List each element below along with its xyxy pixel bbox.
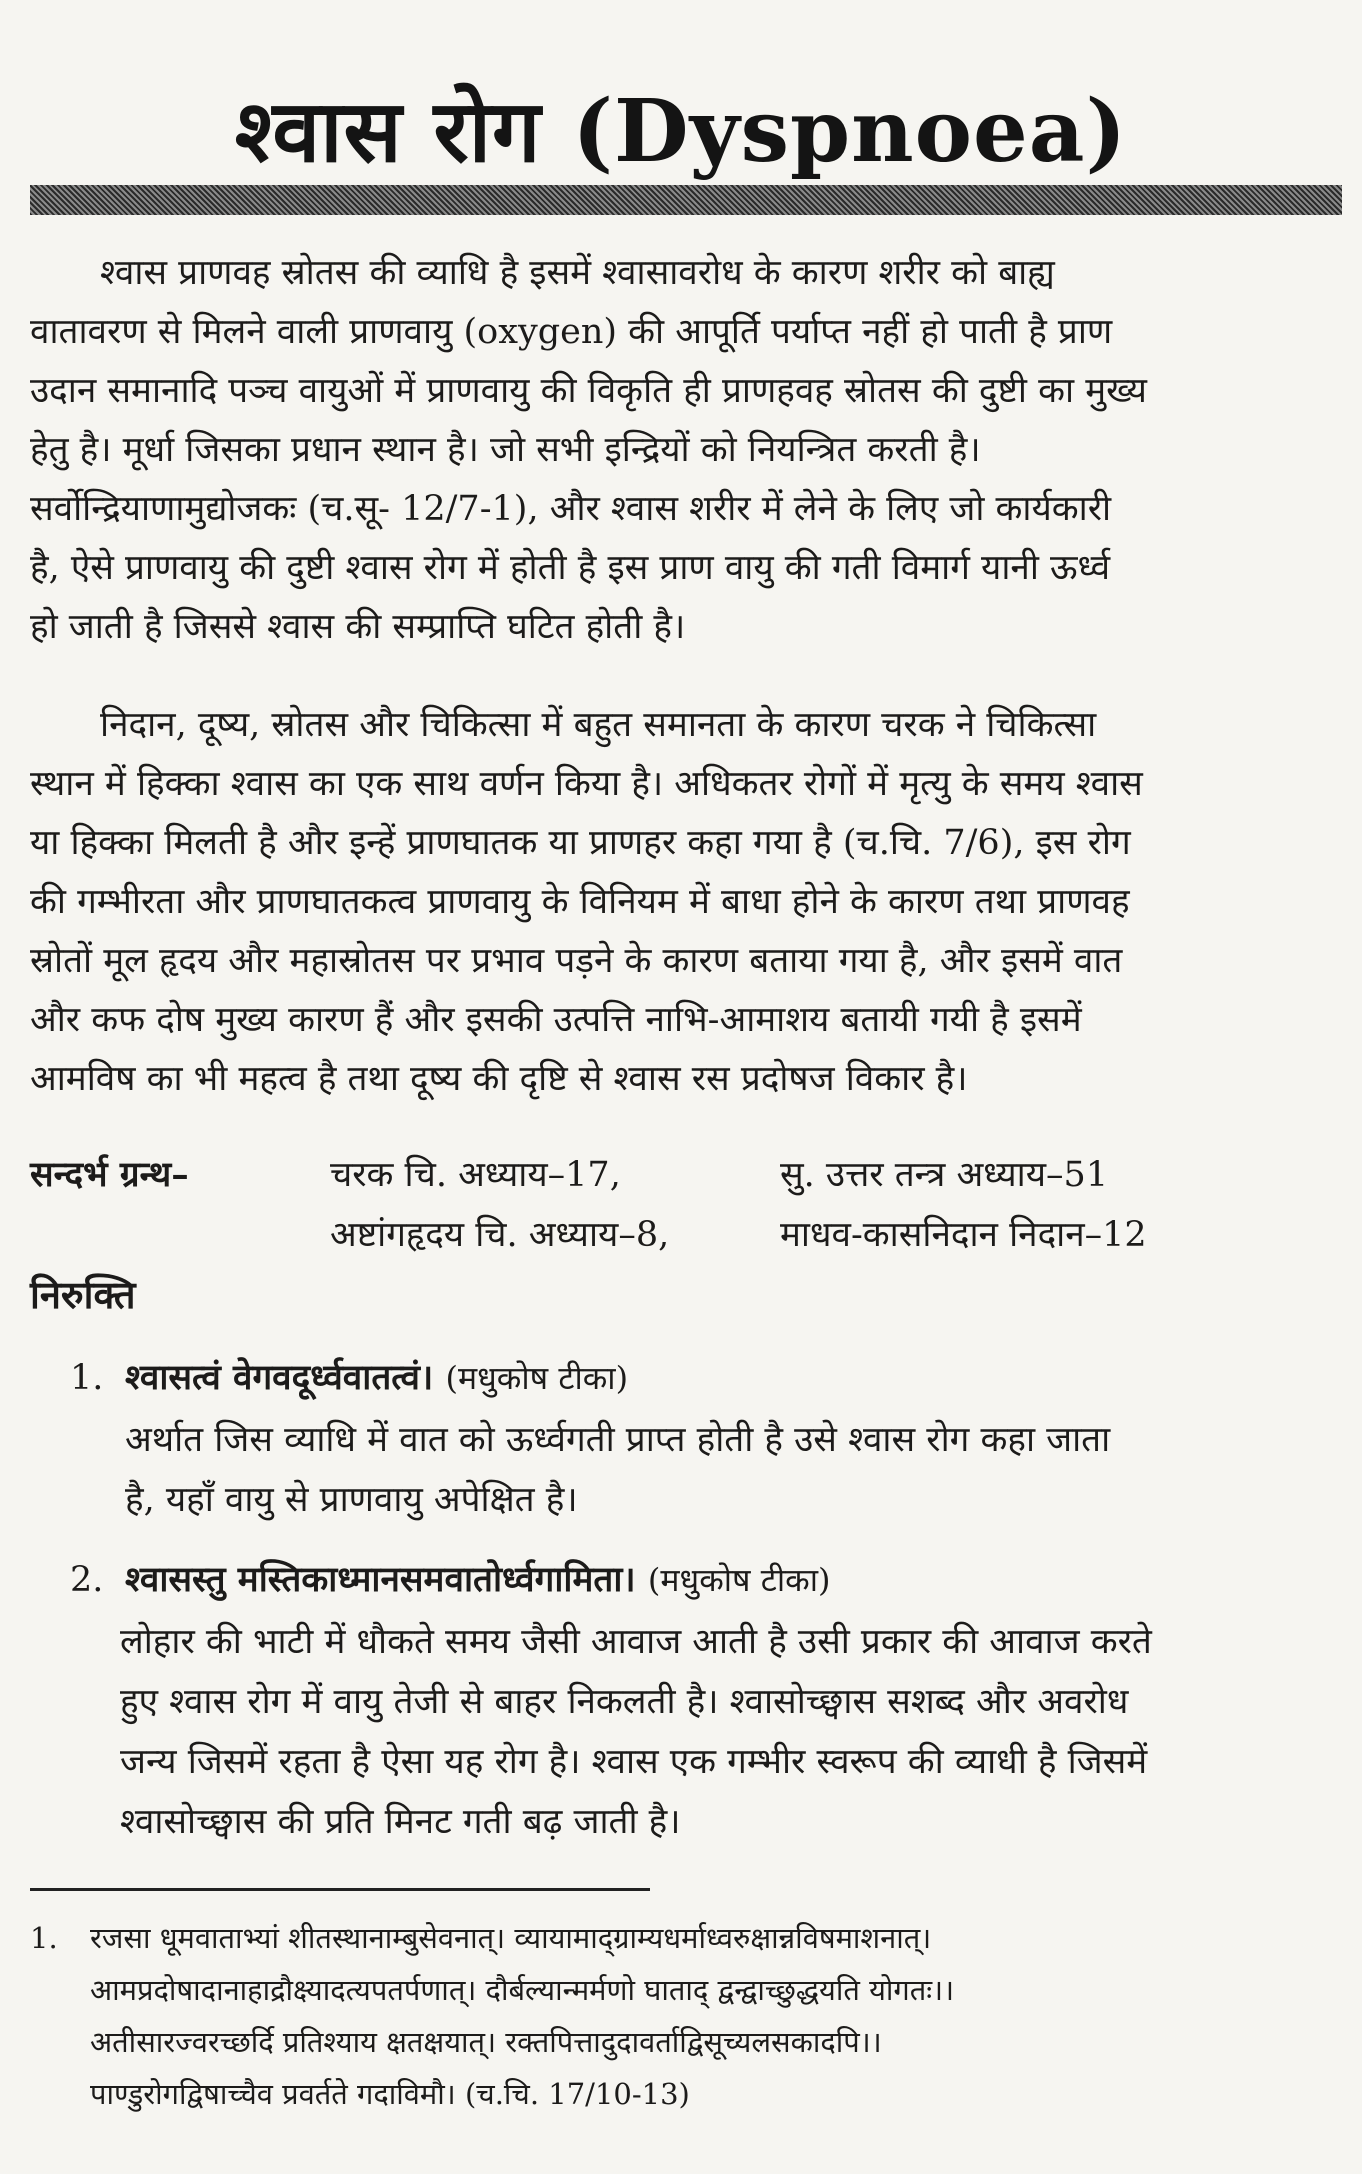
paragraph-line: या हिक्का मिलती है और इन्हें प्राणघातक या प्राणहर कहा गया है (च.चि. 7/6), इस रोग: [30, 823, 1131, 863]
reference-item: अष्टांगहृदय चि. अध्याय–8,: [330, 1215, 670, 1255]
title-underline-bar: [30, 185, 1342, 215]
second-paragraph: [30, 696, 1315, 1109]
item-explanation: [125, 1410, 1315, 1530]
page-title: श्वास रोग (Dyspnoea): [234, 81, 1128, 182]
explanation-line: अर्थात जिस व्याधि में वात को ऊर्ध्वगती प्राप्त होती है उसे श्वास रोग कहा जाता: [125, 1420, 1111, 1460]
paragraph-line: सर्वोन्द्रियाणामुद्योजकः (च.सू- 12/7-1), और श्वास शरीर में लेने के लिए जो कार्यकारी: [30, 489, 1112, 529]
shloka-line: [125, 1550, 831, 1610]
shloka-source: (मधुकोष टीका): [647, 1561, 831, 1599]
paragraph-line: उदान समानादि पञ्च वायुओं में प्राणवायु की विकृति ही प्राणहवह स्रोतस की दुष्टी का मुख्य: [30, 371, 1147, 411]
shloka-text: श्वासस्तु मस्तिकाध्मानसमवातोर्ध्वगामिता।: [125, 1559, 636, 1600]
paragraph-line: हेतु है। मूर्धा जिसका प्रधान स्थान है। जो सभी इन्द्रियों को नियन्त्रित करती है।: [30, 430, 981, 470]
paragraph-line: है, ऐसे प्राणवायु की दुष्टी श्वास रोग में होती है इस प्राण वायु की गती विमार्ग यानी ऊर्ध्व: [30, 548, 1111, 588]
section-heading: निरुक्ति: [30, 1272, 136, 1317]
explanation-line: है, यहाँ वायु से प्राणवायु अपेक्षित है।: [125, 1480, 578, 1520]
footnote-line: रजसा धूमवाताभ्यां शीतस्थानाम्बुसेवनात्। व्यायामाद्ग्राम्यधर्माध्वरुक्षान्नविषमाशनात्।: [90, 1921, 932, 1955]
footnote-line: पाण्डुरोगद्विषाच्चैव प्रवर्तते गदाविमौ। (च.चि. 17/10-13): [90, 2077, 690, 2111]
footnote-number: 1.: [30, 1921, 58, 1955]
paragraph-line: की गम्भीरता और प्राणघातकत्व प्राणवायु के विनियम में बाधा होने के कारण तथा प्राणवह: [30, 882, 1130, 922]
explanation-line: जन्य जिसमें रहता है ऐसा यह रोग है। श्वास एक गम्भीर स्वरूप की व्याधी है जिसमें: [120, 1742, 1148, 1782]
footnote-divider: [30, 1888, 650, 1891]
footnote-line: अतीसारज्वरच्छर्दि प्रतिश्याय क्षतक्षयात्। रक्तपित्तादुदावर्ताद्विसूच्यलसकादपि।।: [90, 2025, 882, 2059]
paragraph-line: वातावरण से मिलने वाली प्राणवायु (oxygen) की आपूर्ति पर्याप्त नहीं हो पाती है प्राण: [30, 312, 1113, 352]
paragraph-line: हो जाती है जिससे श्वास की सम्प्राप्ति घटित होती है।: [30, 607, 686, 647]
explanation-line: हुए श्वास रोग में वायु तेजी से बाहर निकलती है। श्वासोच्छ्वास सशब्द और अवरोध: [120, 1682, 1129, 1722]
reference-label: सन्दर्भ ग्रन्थ–: [30, 1154, 189, 1195]
shloka-text: श्वासत्वं वेगवदूर्ध्ववातत्वं।: [125, 1357, 434, 1398]
item-number: 1.: [70, 1358, 104, 1398]
paragraph-line: और कफ दोष मुख्य कारण हैं और इसकी उत्पत्ति नाभि-आमाशय बतायी गयी है इसमें: [30, 1000, 1082, 1040]
item-number: 2.: [70, 1560, 104, 1600]
reference-item: चरक चि. अध्याय–17,: [330, 1155, 621, 1195]
explanation-line: श्वासोच्छ्वास की प्रति मिनट गती बढ़ जाती है।: [120, 1802, 681, 1842]
reference-item: माधव-कासनिदान निदान–12: [780, 1215, 1147, 1255]
shloka-line: [125, 1348, 628, 1408]
paragraph-line: आमविष का भी महत्व है तथा दूष्य की दृष्टि से श्वास रस प्रदोषज विकार है।: [30, 1059, 968, 1099]
paragraph-line: निदान, दूष्य, स्रोतस और चिकित्सा में बहुत समानता के कारण चरक ने चिकित्सा: [100, 705, 1097, 745]
paragraph-line: स्रोतों मूल हृदय और महास्रोतस पर प्रभाव पड़ने के कारण बताया गया है, और इसमें वात: [30, 941, 1123, 981]
reference-item: सु. उत्तर तन्त्र अध्याय–51: [780, 1155, 1109, 1195]
explanation-line: लोहार की भाटी में धौकते समय जैसी आवाज आती है उसी प्रकार की आवाज करते: [120, 1622, 1152, 1662]
intro-paragraph: [30, 244, 1315, 657]
paragraph-line: श्वास प्राणवह स्रोतस की व्याधि है इसमें श्वासावरोध के कारण शरीर को बाह्य: [100, 253, 1055, 293]
paragraph-line: स्थान में हिक्का श्वास का एक साथ वर्णन किया है। अधिकतर रोगों में मृत्यु के समय श्वास: [30, 764, 1143, 804]
footnote-line: आमप्रदोषादानाहाद्रौक्ष्यादत्यपतर्पणात्। दौर्बल्यान्मर्मणो घाताद् द्वन्द्वाच्छुद्धयति योगतः।।: [90, 1973, 955, 2007]
footnote-verses: [90, 1912, 954, 2120]
item-explanation: [120, 1612, 1315, 1852]
shloka-source: (मधुकोष टीका): [445, 1359, 629, 1397]
